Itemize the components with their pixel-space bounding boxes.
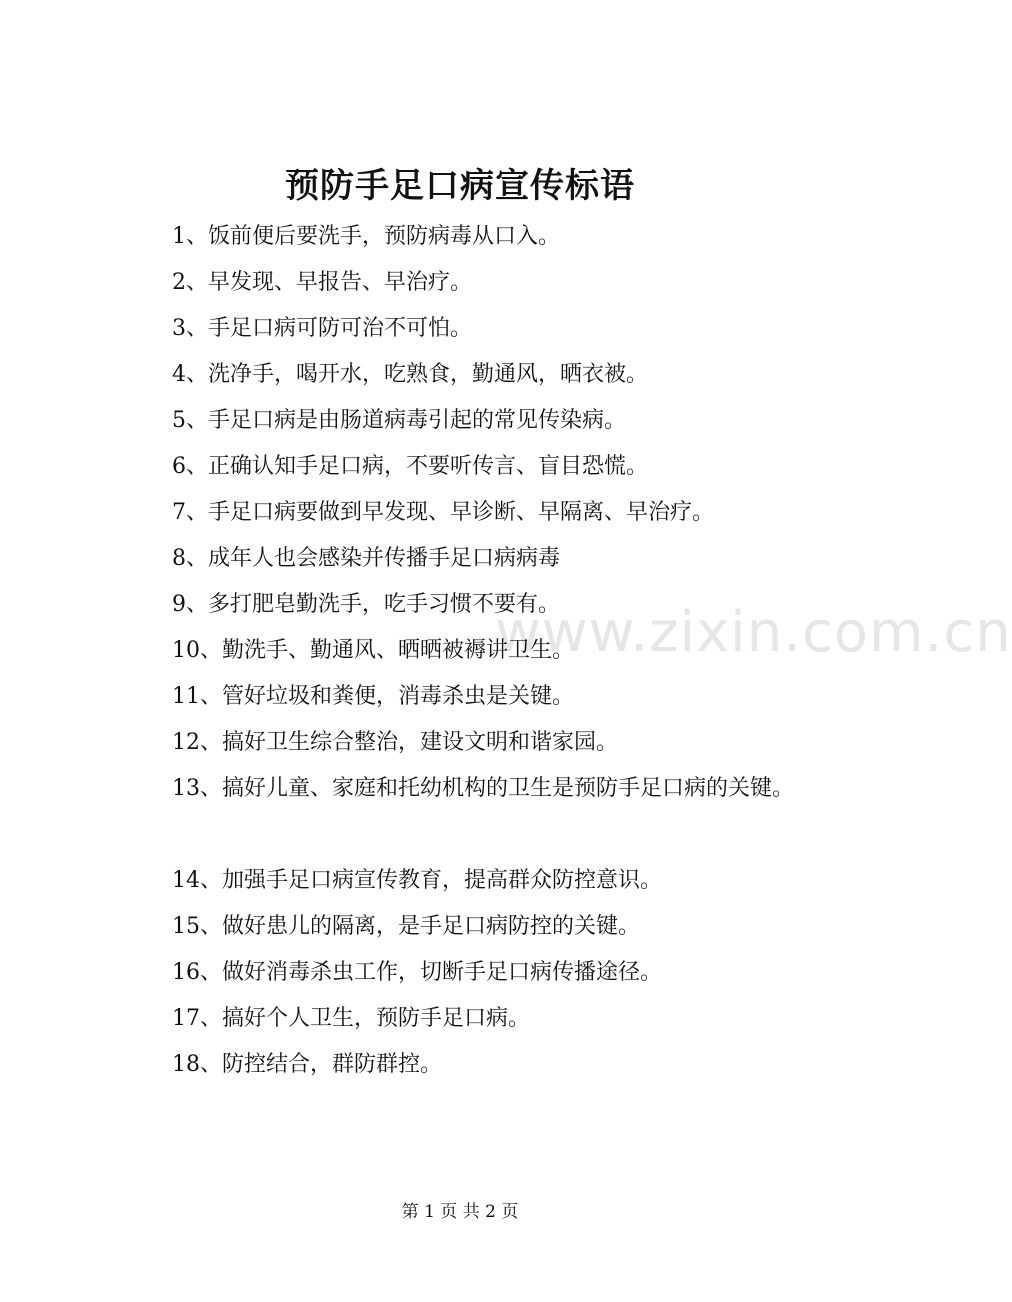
list-item: 5、手足口病是由肠道病毒引起的常见传染病。 bbox=[172, 408, 626, 433]
list-item: 8、成年人也会感染并传播手足口病病毒 bbox=[172, 546, 560, 571]
list-item: 2、早发现、早报告、早治疗。 bbox=[172, 270, 472, 295]
list-item: 9、多打肥皂勤洗手，吃手习惯不要有。 bbox=[172, 592, 560, 617]
watermark: www.zixin.com.cn bbox=[495, 600, 1012, 665]
list-item: 10、勤洗手、勤通风、晒晒被褥讲卫生。 bbox=[172, 638, 574, 663]
list-item: 17、搞好个人卫生，预防手足口病。 bbox=[172, 1006, 530, 1031]
list-item: 4、洗净手，喝开水，吃熟食，勤通风，晒衣被。 bbox=[172, 362, 648, 387]
list-item: 11、管好垃圾和粪便，消毒杀虫是关键。 bbox=[172, 684, 574, 709]
list-item: 15、做好患儿的隔离，是手足口病防控的关键。 bbox=[172, 914, 640, 939]
list-item: 14、加强手足口病宣传教育，提高群众防控意识。 bbox=[172, 868, 662, 893]
list-item: 12、搞好卫生综合整治，建设文明和谐家园。 bbox=[172, 730, 618, 755]
list-item: 13、搞好儿童、家庭和托幼机构的卫生是预防手足口病的关键。 bbox=[172, 776, 794, 801]
list-item: 6、正确认知手足口病，不要听传言、盲目恐慌。 bbox=[172, 454, 648, 479]
list-item: 16、做好消毒杀虫工作，切断手足口病传播途径。 bbox=[172, 960, 662, 985]
list-item: 1、饭前便后要洗手，预防病毒从口入。 bbox=[172, 224, 560, 249]
list-item: 18、防控结合，群防群控。 bbox=[172, 1052, 442, 1077]
page-title: 预防手足口病宣传标语 bbox=[285, 166, 635, 206]
list-item: 7、手足口病要做到早发现、早诊断、早隔离、早治疗。 bbox=[172, 500, 714, 525]
page-footer: 第 1 页 共 2 页 bbox=[401, 1202, 519, 1222]
list-item: 3、手足口病可防可治不可怕。 bbox=[172, 316, 472, 341]
